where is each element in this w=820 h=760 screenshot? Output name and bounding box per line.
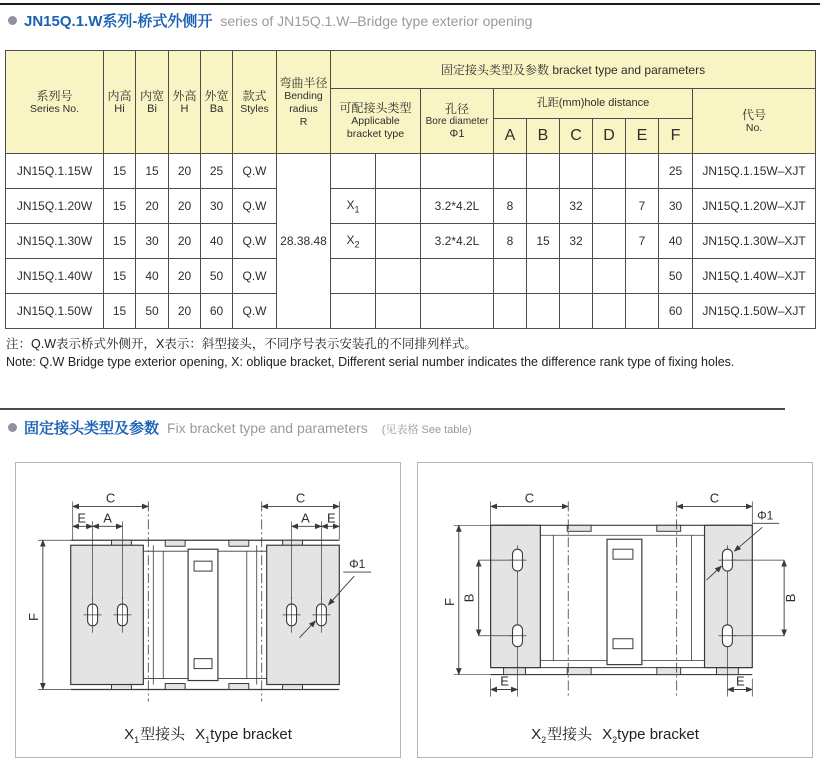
cell-d xyxy=(593,189,626,224)
cell-style: Q.W xyxy=(233,259,277,294)
cell-code: JN15Q.1.50W–XJT xyxy=(693,294,816,329)
table-row xyxy=(6,154,816,189)
cell-series: JN15Q.1.20W xyxy=(6,189,104,224)
cell-code: JN15Q.1.30W–XJT xyxy=(693,224,816,259)
cell-b: 15 xyxy=(527,224,560,259)
col-header-hole-distance: 孔距(mm)hole distance xyxy=(494,89,693,119)
cell-h: 20 xyxy=(169,154,201,189)
cell-bracket-type: $X_1$ xyxy=(331,189,376,224)
header-row-group xyxy=(6,51,816,89)
col-header-hi: 内高 Hi xyxy=(104,51,136,154)
section-title-zh: 固定接头类型及参数 xyxy=(24,420,160,437)
cell-ba: 30 xyxy=(201,189,233,224)
col-header-bore-diameter: 孔径 Bore diameter Φ1 xyxy=(421,89,494,154)
dim-label-c: C xyxy=(295,490,306,506)
cell-d xyxy=(593,224,626,259)
cell-f: 60 xyxy=(659,294,693,329)
dim-label-e: E xyxy=(736,673,745,689)
cell-b xyxy=(527,189,560,224)
cell-a xyxy=(494,259,527,294)
cell-bracket-type2 xyxy=(376,189,421,224)
col-header-ba: 外宽 Ba xyxy=(201,51,233,154)
cell-c: 32 xyxy=(560,189,593,224)
cell-style: Q.W xyxy=(233,154,277,189)
bullet-icon xyxy=(8,423,17,432)
cell-h: 20 xyxy=(169,189,201,224)
col-header-hole-b: B xyxy=(527,119,560,154)
cell-bracket-type2 xyxy=(376,294,421,329)
cell-ba: 40 xyxy=(201,224,233,259)
cell-hi: 15 xyxy=(104,154,136,189)
x1-bracket-diagram xyxy=(15,462,401,758)
section-title-en: Fix bracket type and parameters xyxy=(167,420,368,436)
cell-d xyxy=(593,259,626,294)
cell-hi: 15 xyxy=(104,259,136,294)
top-rule xyxy=(0,3,820,5)
dim-label-c: C xyxy=(105,490,116,506)
cell-style: Q.W xyxy=(233,189,277,224)
cell-a: 8 xyxy=(494,189,527,224)
cell-series: JN15Q.1.15W xyxy=(6,154,104,189)
table-row xyxy=(6,294,816,329)
cell-a: 8 xyxy=(494,224,527,259)
dim-label-b: B xyxy=(461,593,477,603)
dim-label-c: C xyxy=(709,490,720,506)
table-row xyxy=(6,189,816,224)
cell-bracket-type2 xyxy=(376,224,421,259)
col-header-hole-f: F xyxy=(659,119,693,154)
cell-a xyxy=(494,154,527,189)
dim-label-a: A xyxy=(301,510,310,526)
note-zh: 注：Q.W表示桥式外侧开，X表示：斜型接头，不同序号表示安装孔的不同排列样式。 xyxy=(6,337,477,351)
col-header-styles: 款式 Styles xyxy=(233,51,277,154)
cell-ba: 25 xyxy=(201,154,233,189)
cell-ba: 50 xyxy=(201,259,233,294)
cell-hi: 15 xyxy=(104,189,136,224)
page-title xyxy=(8,10,532,31)
cell-bracket-type2 xyxy=(376,259,421,294)
cell-bending-radius: 28.38.48 xyxy=(277,154,331,329)
dim-label-e: E xyxy=(500,673,509,689)
cell-bi: 20 xyxy=(136,189,169,224)
cell-code: JN15Q.1.20W–XJT xyxy=(693,189,816,224)
section-divider xyxy=(0,408,785,410)
cell-style: Q.W xyxy=(233,224,277,259)
x1-caption: $X_1$型接头 $X_1type$ bracket xyxy=(124,726,292,745)
cell-code: JN15Q.1.15W–XJT xyxy=(693,154,816,189)
dim-label-f: F xyxy=(25,612,41,621)
cell-hi: 15 xyxy=(104,224,136,259)
cell-f: 40 xyxy=(659,224,693,259)
col-header-h: 外高 H xyxy=(169,51,201,154)
cell-h: 20 xyxy=(169,224,201,259)
col-header-bi: 内宽 Bi xyxy=(136,51,169,154)
col-header-code: 代号 No. xyxy=(693,89,816,154)
cell-h: 20 xyxy=(169,259,201,294)
cell-series: JN15Q.1.30W xyxy=(6,224,104,259)
cell-bracket-type2 xyxy=(376,154,421,189)
col-header-hole-c: C xyxy=(560,119,593,154)
cell-bore xyxy=(421,294,494,329)
see-table-note: (见表格 See table) xyxy=(381,424,472,436)
dim-label-e: E xyxy=(77,510,86,526)
cell-c xyxy=(560,294,593,329)
dim-label-phi1: Φ1 xyxy=(757,508,774,523)
cell-bore xyxy=(421,259,494,294)
cell-d xyxy=(593,154,626,189)
cell-e xyxy=(626,259,659,294)
note-en: Note: Q.W Bridge type exterior opening, X: oblique bracket, Different serial number indicates the difference rank type of fixing holes. xyxy=(6,355,735,369)
cell-bore: 3.2*4.2L xyxy=(421,224,494,259)
col-header-applicable-bracket: 可配接头类型 Applicable bracket type xyxy=(331,89,421,154)
cell-bracket-type xyxy=(331,154,376,189)
spec-table-wrap xyxy=(5,50,816,329)
cell-bracket-type xyxy=(331,294,376,329)
cell-e: 7 xyxy=(626,224,659,259)
cell-series: JN15Q.1.50W xyxy=(6,294,104,329)
cell-bracket-type xyxy=(331,259,376,294)
cell-bi: 40 xyxy=(136,259,169,294)
bullet-icon xyxy=(8,16,17,25)
cell-d xyxy=(593,294,626,329)
cell-b xyxy=(527,259,560,294)
col-header-hole-a: A xyxy=(494,119,527,154)
dim-label-b: B xyxy=(783,593,799,603)
cell-series: JN15Q.1.40W xyxy=(6,259,104,294)
x2-bracket-drawing xyxy=(418,465,810,717)
cell-style: Q.W xyxy=(233,294,277,329)
cell-e xyxy=(626,294,659,329)
cell-bracket-type: $X_2$ xyxy=(331,224,376,259)
page-title-zh: JN15Q.1.W系列-桥式外侧开 xyxy=(24,13,213,30)
dim-label-phi1: Φ1 xyxy=(349,557,366,572)
cell-bi: 15 xyxy=(136,154,169,189)
section-title xyxy=(8,417,472,438)
cell-code: JN15Q.1.40W–XJT xyxy=(693,259,816,294)
cell-c xyxy=(560,259,593,294)
cell-e: 7 xyxy=(626,189,659,224)
cell-f: 50 xyxy=(659,259,693,294)
cell-f: 30 xyxy=(659,189,693,224)
cell-bore: 3.2*4.2L xyxy=(421,189,494,224)
x2-caption: $X_2$型接头 $X_2type$ bracket xyxy=(531,726,699,745)
table-row xyxy=(6,259,816,294)
dim-label-c: C xyxy=(524,490,535,506)
col-header-bending-radius: 弯曲半径 Bending radius R xyxy=(277,51,331,154)
page-title-en: series of JN15Q.1.W–Bridge type exterior opening xyxy=(220,13,533,29)
col-header-series: 系列号 Series No. xyxy=(6,51,104,154)
dim-label-a: A xyxy=(103,510,112,526)
table-row xyxy=(6,224,816,259)
dim-label-f: F xyxy=(441,597,457,606)
spec-table xyxy=(5,50,816,329)
dim-label-e: E xyxy=(327,510,336,526)
cell-bi: 30 xyxy=(136,224,169,259)
cell-c: 32 xyxy=(560,224,593,259)
col-header-hole-e: E xyxy=(626,119,659,154)
cell-a xyxy=(494,294,527,329)
x2-bracket-diagram xyxy=(417,462,813,758)
cell-b xyxy=(527,154,560,189)
cell-f: 25 xyxy=(659,154,693,189)
cell-e xyxy=(626,154,659,189)
cell-bore xyxy=(421,154,494,189)
group-header-bracket-params: 固定接头类型及参数 bracket type and parameters xyxy=(331,51,816,89)
cell-ba: 60 xyxy=(201,294,233,329)
cell-c xyxy=(560,154,593,189)
cell-hi: 15 xyxy=(104,294,136,329)
col-header-hole-d: D xyxy=(593,119,626,154)
cell-b xyxy=(527,294,560,329)
cell-h: 20 xyxy=(169,294,201,329)
x1-bracket-drawing xyxy=(16,465,398,717)
cell-bi: 50 xyxy=(136,294,169,329)
